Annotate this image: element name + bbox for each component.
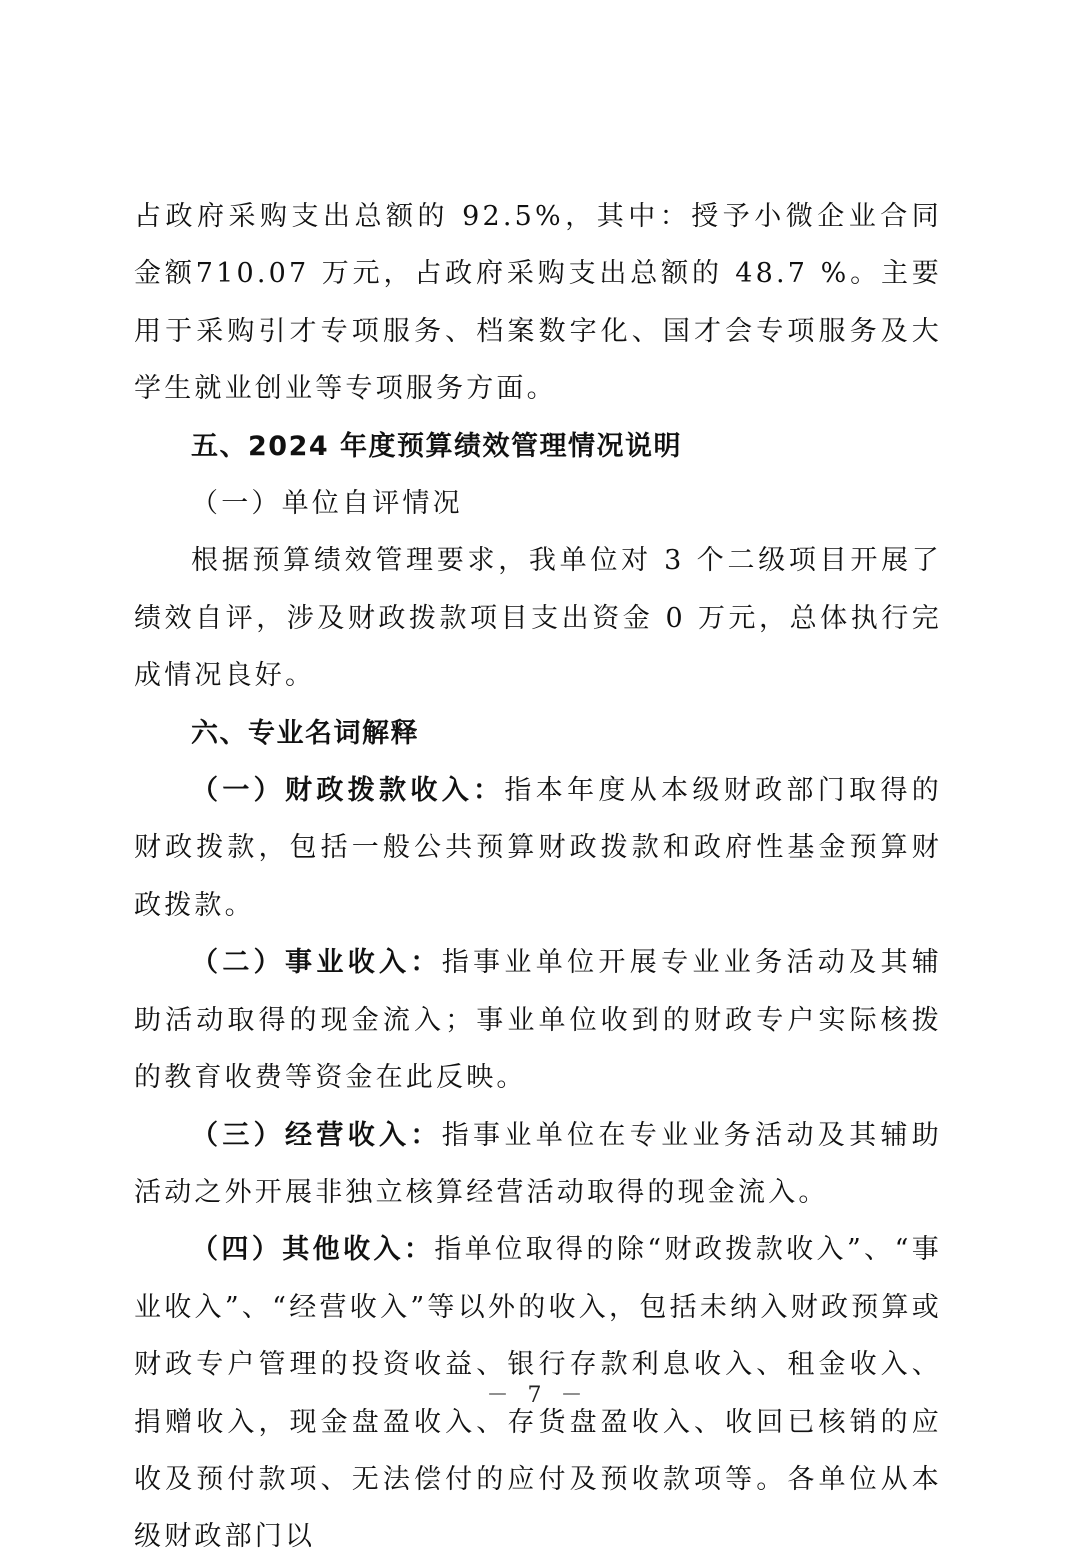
page-number: － 7 － bbox=[486, 1383, 589, 1408]
section-heading-5: 五、2024 年度预算绩效管理情况说明 bbox=[191, 430, 683, 462]
term-fiscal-appropriation: （一）财政拨款收入： bbox=[191, 775, 505, 807]
subsection-heading-self-evaluation: （一）单位自评情况 bbox=[191, 488, 463, 520]
section-heading-6: 六、专业名词解释 bbox=[191, 717, 419, 749]
definition-text-fiscal-appropriation: 指本年度从本级财政部门取得的财政拨款，包括一般公共预算财政拨款和政府性基金预算财政拨款。 bbox=[134, 775, 942, 921]
document-body bbox=[134, 188, 942, 1566]
definition-text-operating-income: 指事业单位在专业业务活动及其辅助活动之外开展非独立核算经营活动取得的现金流入。 bbox=[134, 1119, 942, 1208]
term-other-income: （四）其他收入： bbox=[191, 1234, 435, 1266]
term-operating-income: （三）经营收入： bbox=[191, 1119, 442, 1151]
definition-text-other-income: 指单位取得的除“财政拨款收入”、“事业收入”、“经营收入”等以外的收入，包括未纳入财政预算或财政专户管理的投资收益、银行存款利息收入、租金收入、捐赠收入，现金盘盈收入、存货盘盈收入、收回已核销的应收及预付款项、无法偿付的应付及预收款项等。各单位从本级财政部门以 bbox=[134, 1234, 942, 1553]
term-business-income: （二）事业收入： bbox=[191, 947, 442, 979]
definition-fiscal-appropriation bbox=[134, 762, 942, 934]
paragraph-self-evaluation: 根据预算绩效管理要求，我单位对 3 个二级项目开展了绩效自评，涉及财政拨款项目支出资金 0 万元，总体执行完成情况良好。 bbox=[134, 545, 942, 692]
definition-operating-income bbox=[134, 1107, 942, 1222]
definition-text-business-income: 指事业单位开展专业业务活动及其辅助活动取得的现金流入；事业单位收到的财政专户实际核拨的教育收费等资金在此反映。 bbox=[134, 947, 942, 1094]
definition-business-income bbox=[134, 934, 942, 1106]
paragraph-procurement: 占政府采购支出总额的 92.5%，其中：授予小微企业合同金额710.07 万元，占政府采购支出总额的 48.7 %。主要用于采购引才专项服务、档案数字化、国才会专项服务及大学生就业创业等专项服务方面。 bbox=[134, 201, 942, 405]
